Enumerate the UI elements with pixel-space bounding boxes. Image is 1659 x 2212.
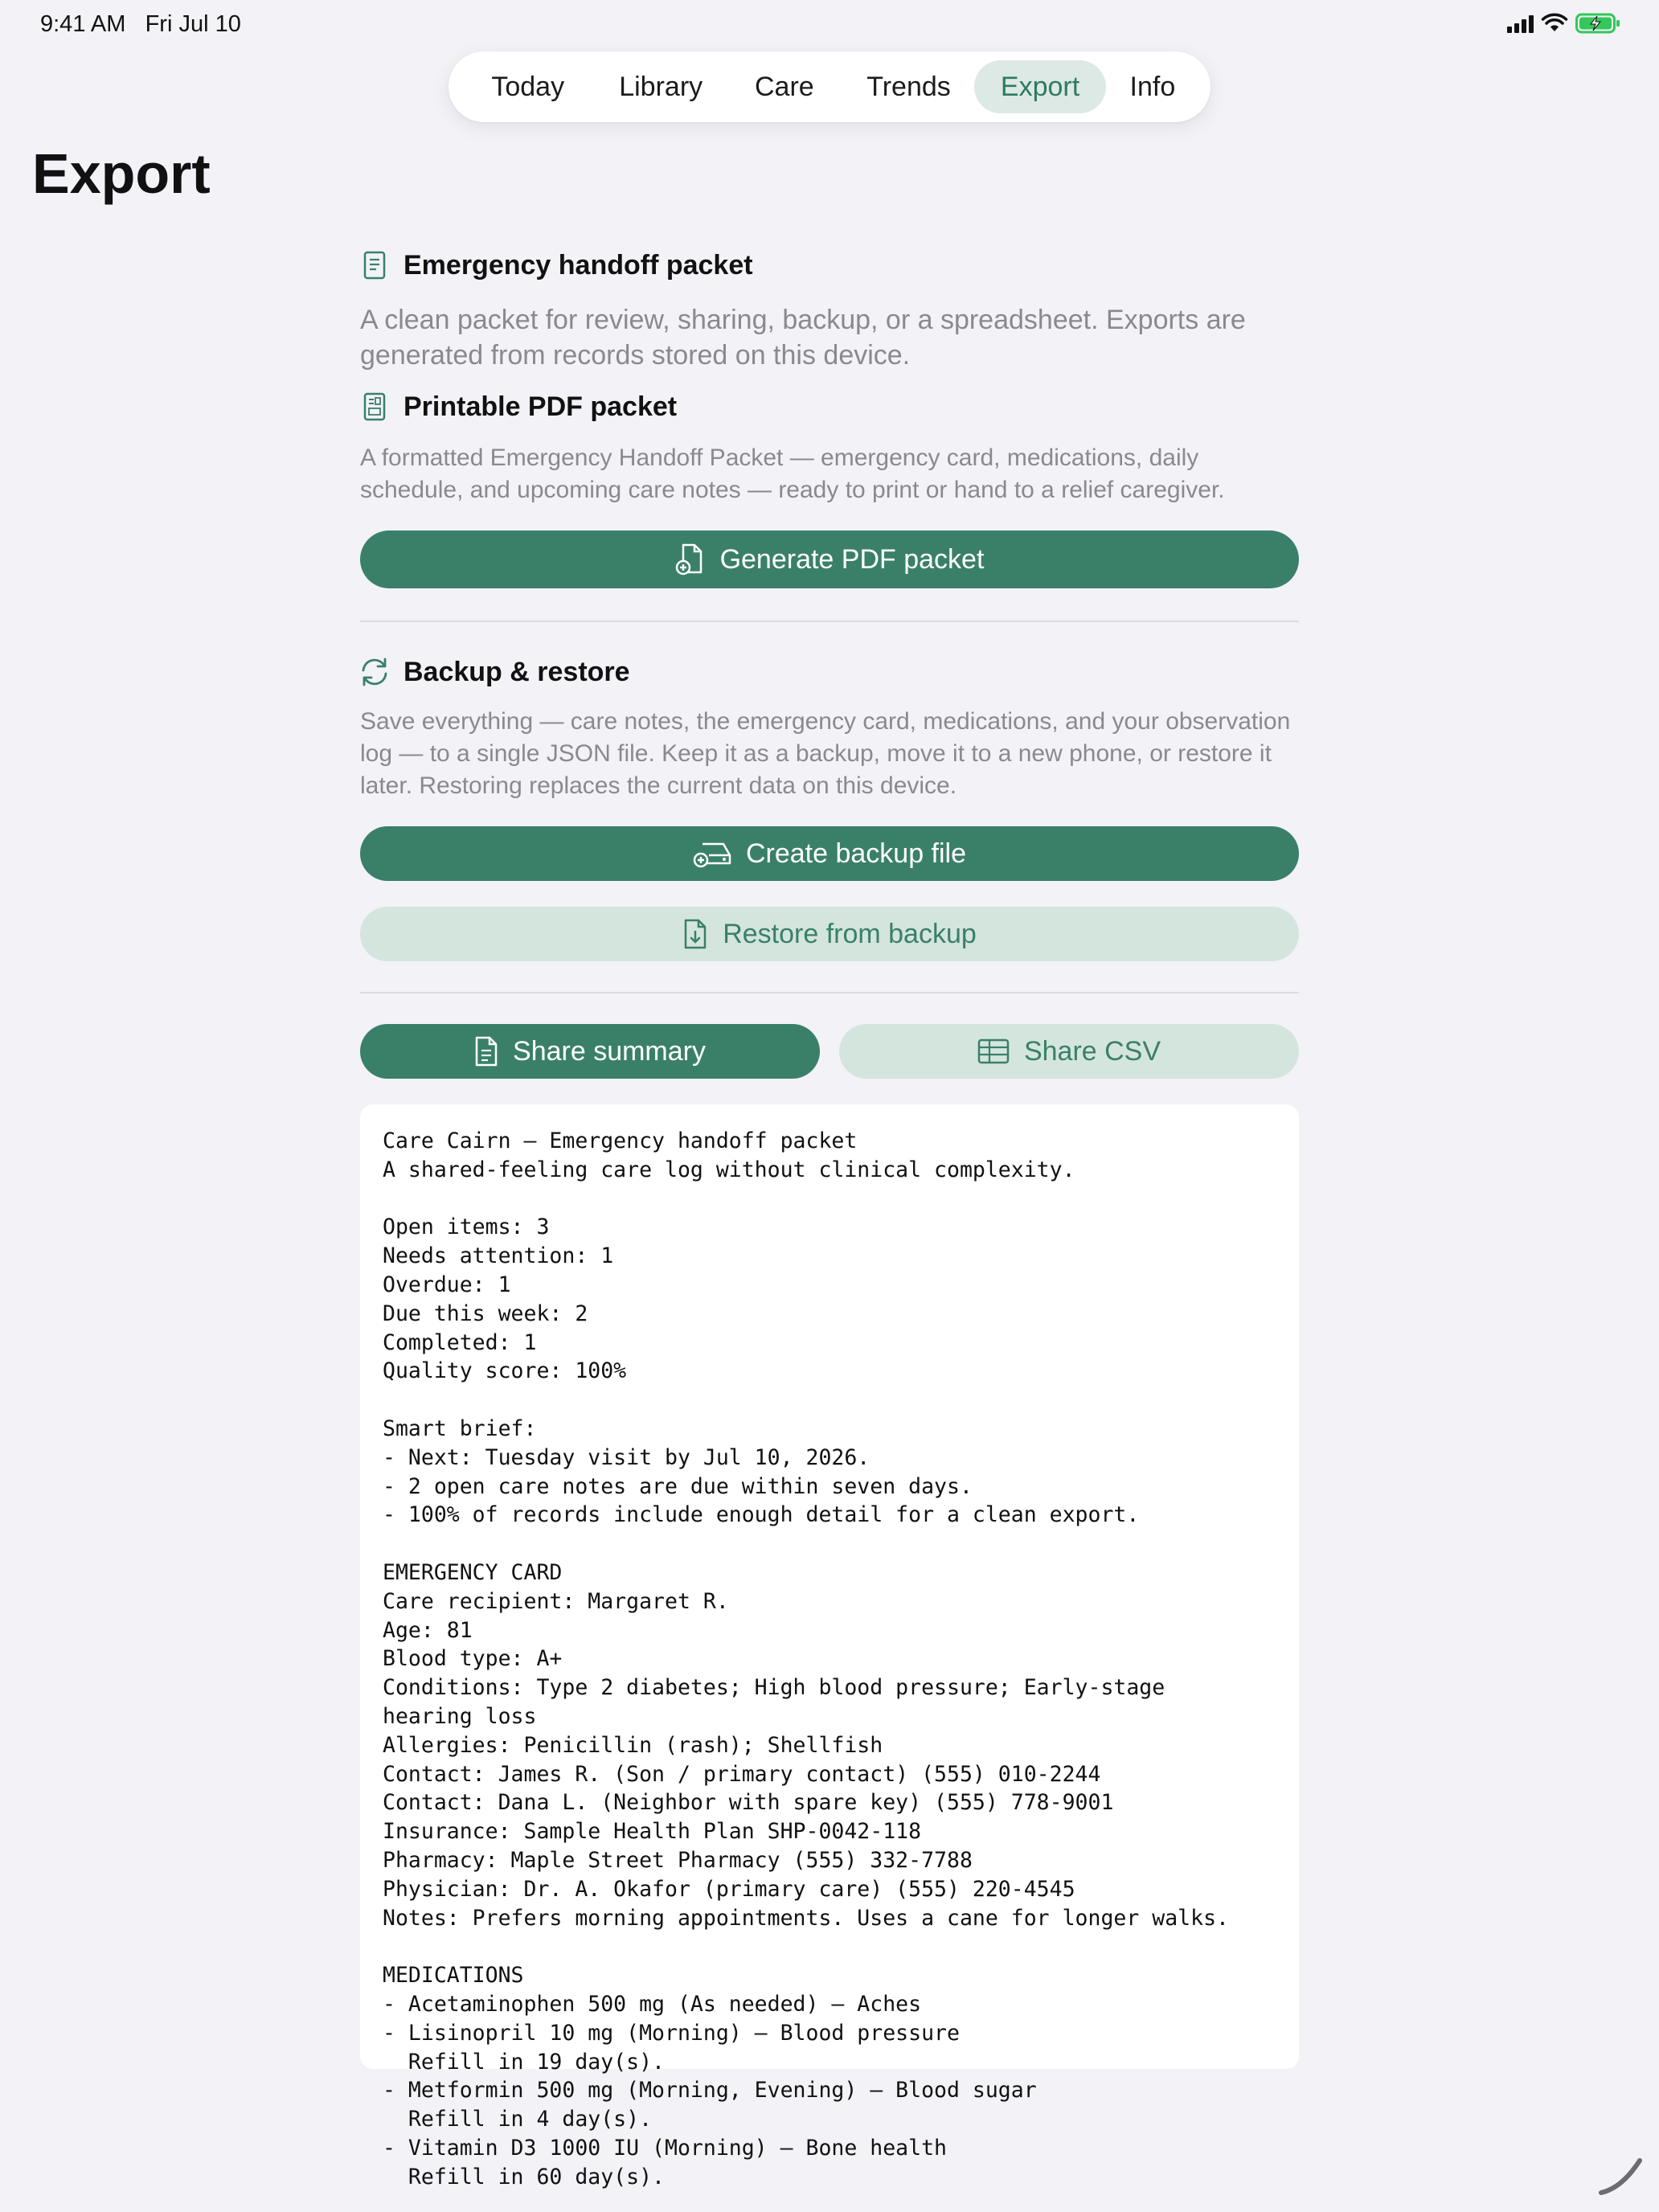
text-document-icon — [474, 1036, 498, 1067]
summary-line: - Next: Tuesday visit by Jul 10, 2026. — [383, 1444, 870, 1470]
top-tab-bar — [449, 51, 1210, 122]
table-icon — [977, 1038, 1010, 1064]
generate-pdf-button[interactable] — [360, 530, 1299, 588]
document-add-icon — [675, 543, 706, 576]
summary-line — [383, 1386, 1276, 1415]
summary-line: - Vitamin D3 1000 IU (Morning) — Bone health — [383, 2135, 947, 2161]
summary-line: Blood type: A+ — [383, 1646, 563, 1672]
summary-line: Open items: 3 — [383, 1215, 550, 1240]
tab-care[interactable]: Care — [755, 71, 814, 102]
status-clock: 9:41 AM — [40, 11, 126, 37]
summary-line: hearing loss — [383, 1703, 537, 1729]
share-csv-button[interactable] — [839, 1024, 1299, 1079]
share-row — [360, 1024, 1299, 1079]
summary-line: - Acetaminophen 500 mg (As needed) — Aches — [383, 1991, 922, 2017]
summary-line: Due this week: 2 — [383, 1301, 588, 1326]
backup-header — [360, 648, 1299, 696]
packet-header — [360, 241, 1299, 289]
summary-line: Refill in 19 day(s). — [383, 2049, 665, 2075]
document-download-icon — [682, 919, 708, 949]
summary-line: - Lisinopril 10 mg (Morning) — Blood pressure — [383, 2020, 960, 2046]
printable-document-icon — [360, 391, 389, 423]
tab-today[interactable]: Today — [491, 71, 565, 102]
battery-charging-icon — [1575, 13, 1620, 34]
backup-description: Save everything — care notes, the emergency card, medications, and your observation log — to a single JSON file. Keep it as a backup, move it to a new phone, or restore it later. Restoring replaces the current data on this device. — [360, 708, 1291, 799]
share-csv-label: Share CSV — [1023, 1035, 1161, 1067]
sync-icon — [360, 656, 389, 688]
summary-line: Contact: James R. (Son / primary contact) (555) 010-2244 — [383, 1761, 1101, 1787]
section-divider — [360, 992, 1299, 993]
page-title: Export — [32, 142, 211, 205]
summary-line: - 2 open care notes are due within seven days. — [383, 1473, 973, 1499]
packet-title: Emergency handoff packet — [403, 249, 753, 281]
tab-info[interactable]: Info — [1129, 71, 1176, 102]
scribble-handle-icon[interactable] — [1598, 2156, 1646, 2196]
summary-line: Smart brief: — [383, 1415, 537, 1441]
create-backup-label: Create backup file — [745, 838, 967, 869]
generate-pdf-label: Generate PDF packet — [719, 543, 985, 575]
tab-library[interactable]: Library — [619, 71, 703, 102]
summary-line: Overdue: 1 — [383, 1272, 511, 1297]
summary-line: EMERGENCY CARD — [383, 1559, 563, 1585]
summary-line: Age: 81 — [383, 1617, 473, 1643]
summary-line: MEDICATIONS — [383, 1963, 524, 1989]
summary-line: A shared-feeling care log without clinical complexity. — [383, 1157, 1075, 1182]
restore-backup-label: Restore from backup — [723, 918, 977, 949]
section-divider — [360, 621, 1299, 622]
summary-line: Care Cairn — Emergency handoff packet — [383, 1129, 858, 1153]
status-time — [40, 11, 241, 38]
tab-export[interactable]: Export — [974, 60, 1106, 113]
summary-line: Contact: Dana L. (Neighbor with spare key) (555) 778-9001 — [383, 1790, 1114, 1816]
export-content — [360, 241, 1299, 2189]
summary-line: Pharmacy: Maple Street Pharmacy (555) 332-7788 — [383, 1847, 973, 1873]
pdf-header — [360, 383, 1299, 431]
status-bar — [0, 0, 1659, 51]
backup-title: Backup & restore — [403, 656, 630, 687]
status-indicators — [1507, 13, 1620, 34]
summary-line: - 100% of records include enough detail for a clean export. — [383, 1502, 1140, 1528]
pdf-description: A formatted Emergency Handoff Packet — emergency card, medications, daily schedule, and upcoming care notes — ready to print or hand to a relief caregiver. — [360, 444, 1225, 503]
summary-preview — [360, 1104, 1299, 2189]
summary-line: Quality score: 100% — [383, 1358, 627, 1384]
packet-description: A clean packet for review, sharing, backup, or a spreadsheet. Exports are generated from records stored on this device. — [360, 305, 1246, 371]
summary-line: Physician: Dr. A. Okafor (primary care) (555) 220-4545 — [383, 1876, 1075, 1902]
create-backup-button[interactable] — [360, 826, 1299, 881]
summary-line: Refill in 4 day(s). — [383, 2107, 653, 2132]
summary-line: Conditions: Type 2 diabetes; High blood pressure; Early-stage — [383, 1675, 1165, 1701]
summary-line — [383, 1185, 1276, 1214]
summary-line — [383, 1932, 1276, 1961]
summary-line — [383, 1530, 1276, 1559]
summary-line: Care recipient: Margaret R. — [383, 1588, 729, 1614]
tab-trends[interactable]: Trends — [866, 71, 951, 102]
summary-line: - Metformin 500 mg (Morning, Evening) — Blood sugar — [383, 2078, 1037, 2103]
wifi-icon — [1542, 14, 1567, 33]
pdf-title: Printable PDF packet — [403, 391, 678, 422]
share-summary-label: Share summary — [513, 1035, 706, 1067]
summary-line: Completed: 1 — [383, 1329, 537, 1355]
summary-line: Notes: Prefers morning appointments. Uses a cane for longer walks. — [383, 1905, 1229, 1931]
summary-line: Refill in 60 day(s). — [383, 2164, 665, 2189]
status-date: Fri Jul 10 — [145, 11, 241, 37]
share-summary-button[interactable] — [360, 1024, 820, 1079]
summary-line: Insurance: Sample Health Plan SHP-0042-118 — [383, 1819, 922, 1845]
restore-backup-button[interactable] — [360, 907, 1299, 961]
cellular-signal-icon — [1507, 14, 1534, 33]
summary-line: Needs attention: 1 — [383, 1243, 614, 1269]
document-icon — [360, 249, 389, 281]
drive-add-icon — [693, 839, 731, 868]
summary-line: Allergies: Penicillin (rash); Shellfish — [383, 1732, 883, 1758]
